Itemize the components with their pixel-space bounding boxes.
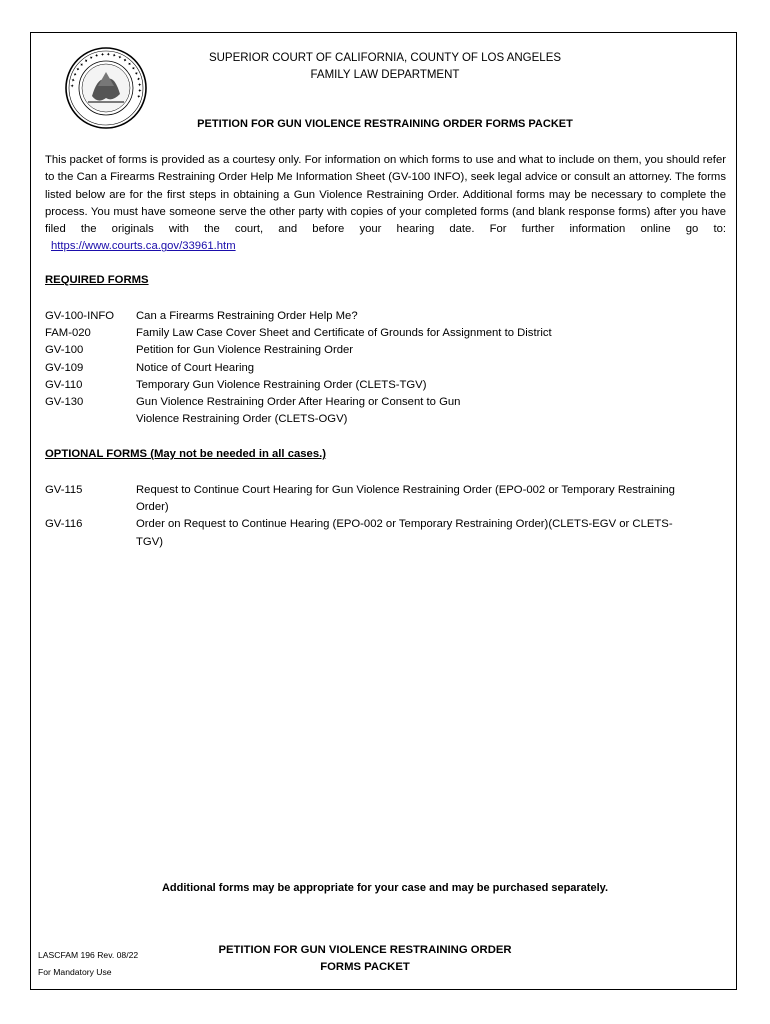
form-code: GV-116 [45,518,83,531]
form-row [45,482,705,516]
usage-label: For Mandatory Use [38,967,112,977]
department-line: FAMILY LAW DEPARTMENT [310,69,460,81]
optional-forms-heading: OPTIONAL FORMS (May not be needed in all cases.) [45,448,327,460]
courts-info-link[interactable]: https://www.courts.ca.gov/33961.htm [51,240,236,253]
form-code: GV-100-INFO [45,310,115,322]
required-forms-list [45,308,705,428]
footer-title-line1: PETITION FOR GUN VIOLENCE RESTRAINING ORDER [218,944,512,956]
svg-text:✦ ✦ ✦ ✦ ✦ ✦ ✦ ✦ ✦ ✦ ✦ ✦ ✦ ✦ ✦: ✦ ✦ ✦ ✦ ✦ ✦ ✦ ✦ ✦ ✦ ✦ ✦ ✦ ✦ ✦ ✦ ✦ ✦ ✦ ✦ [69,51,143,99]
form-row [45,360,705,377]
form-code: GV-115 [45,484,83,496]
footer-title-line2: FORMS PACKET [320,961,410,973]
form-row [45,325,705,342]
optional-forms-list [45,482,705,551]
form-description: Order on Request to Continue Hearing (EPO-002 or Temporary Restraining Order)(CLETS-EGV or CLETS-TGV) [136,518,673,548]
form-code: GV-130 [45,396,84,409]
form-row [45,394,705,428]
form-description: Gun Violence Restraining Order After Hearing or Consent to Gun Violence Restraining Order (CLETS-OGV) [136,396,461,426]
court-header [160,50,610,84]
form-row [45,516,705,550]
form-number: LASCFAM 196 Rev. 08/22 [38,950,139,960]
form-description: Petition for Gun Violence Restraining Order [136,344,354,357]
form-description: Can a Firearms Restraining Order Help Me? [136,310,358,322]
intro-text: This packet of forms is provided as a courtesy only. For information on which forms to use and what to include on them, you should refer to the Can a Firearms Restraining Order Help Me Information Sheet (GV-100 INFO), seek legal advice or consult an attorney. The forms listed below are for the first steps in obtaining a Gun Violence Restraining Order. Additional forms may be necessary to complete the process. You must have someone serve the other party with copies of your completed forms (and blank response forms) after you have filed the originals with the court, and before your hearing date. For further information online go to: [45,154,726,236]
form-code: GV-110 [45,378,83,391]
form-code: GV-100 [45,344,84,357]
form-code: GV-109 [45,361,84,374]
packet-title: PETITION FOR GUN VIOLENCE RESTRAINING ORDER FORMS PACKET [197,118,573,130]
form-description: Family Law Case Cover Sheet and Certificate of Grounds for Assignment to District [136,327,552,340]
footer-title [200,942,530,976]
form-code: FAM-020 [45,327,91,340]
form-row [45,377,705,394]
form-description: Request to Continue Court Hearing for Gun Violence Restraining Order (EPO-002 or Temporary Restraining Order) [136,484,675,514]
court-name-line: SUPERIOR COURT OF CALIFORNIA, COUNTY OF LOS ANGELES [208,52,562,64]
additional-forms-note: Additional forms may be appropriate for your case and may be purchased separately. [161,882,609,894]
form-description: Notice of Court Hearing [136,361,255,374]
form-row [45,342,705,359]
form-description: Temporary Gun Violence Restraining Order (CLETS-TGV) [136,378,427,391]
footer-form-info [38,947,138,981]
required-forms-heading: REQUIRED FORMS [45,274,149,286]
intro-paragraph [45,152,726,256]
form-row [45,308,705,325]
